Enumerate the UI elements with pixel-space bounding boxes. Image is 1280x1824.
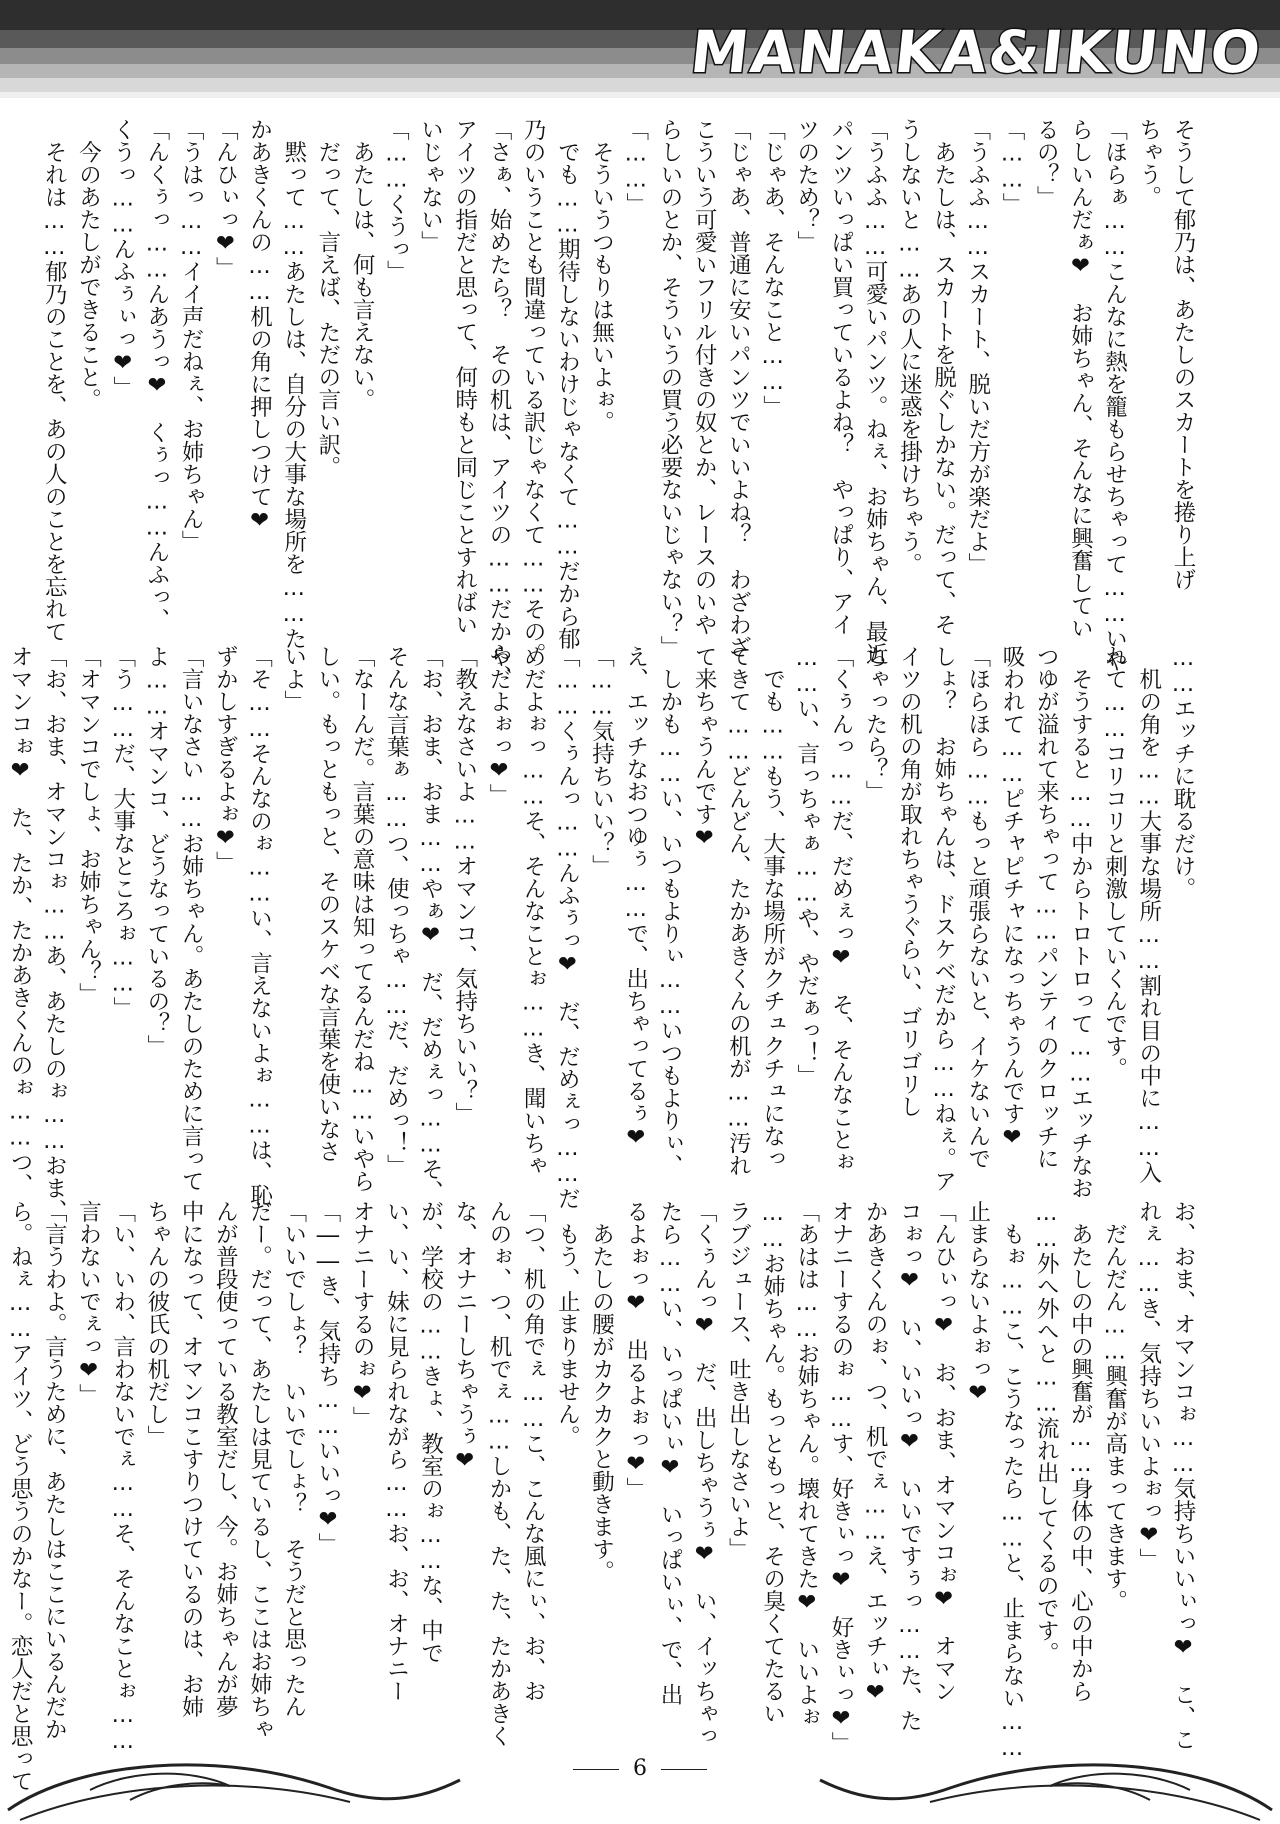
header-band bbox=[0, 0, 1280, 108]
divider bbox=[661, 1769, 707, 1770]
text-block-3 bbox=[7, 1200, 1200, 1792]
text-block-1 bbox=[41, 118, 1200, 688]
column-text: そうして郁乃は、あたしのスカートを捲り上げ ちゃう。 「ほらぁ……こんなに熱を籠もらせちゃって……いや らしいんだぁ❤ お姉ちゃん、そんなに興奮してい るの？」 「……」 「うふふ……スカート、脱いだ方が楽だよ」 あたしは、スカートを脱ぐしかない。だって、そ うしないと……あの人に迷惑を掛けちゃう。 「うふふ……可愛いパンツ。ねぇ、お姉ちゃん、最近 パンツいっぱい買っているよね？ やっぱり、アイ ツのため？」 「じゃあ、そんなこと……」 「じゃあ、普通に安いパンツでいいよね？ わざわざ こういう可愛いフリル付きの奴とか、レースのいや らしいのとか、そういうの買う必要ないじゃない？」 「……」 そういうつもりは無いよぉ。 でも……期待しないわけじゃなくて……だから郁 乃のいうことも間違っている訳じゃなくて……その。 「さぁ、始めたら？ その机は、アイツの……だから、 アイツの指だと思って、何時もと同じことすればい いじゃない」 「……くうっ」 あたしは、何も言えない。 だって、言えば、ただの言い訳。 黙って……あたしは、自分の大事な場所を……た かあきくんの……机の角に押しつけて❤ 「んひぃっ❤」 「うはっ……イイ声だねぇ、お姉ちゃん」 「んくぅっ……んあうっ❤ くぅっ……んふっ、 くうっ……んふぅぃっ❤」 今のあたしができること。 それは……郁乃のことを、あの人のことを忘れて bbox=[41, 118, 1196, 688]
column-text: ……エッチに耽るだけ。 机の角を……大事な場所……割れ目の中に……入 れて……コリコリと刺激していくんです。 そうすると……中からトロトロって……エッチなお つゆが溢れて来ちゃって……パンティのクロッチに 吸われて……ピチャピチャになっちゃうんです❤ 「ほらほら……もっと頑張らないと、イケないんで しょ？ お姉ちゃんは、ドスケベだから……ねぇ。ア イツの机の角が取れちゃうぐらい、ゴリゴリし ちゃったら？」 「くぅんっ……だ、だめぇっ❤ そ、そんなことぉ ……い、言っちゃぁ……や、やだぁっ！」 でも……もう、大事な場所がクチュクチュになっ てきて……どんどん、たかあきくんの机が……汚れ て来ちゃうんです❤ しかも……い、いつもよりぃ……いつもよりぃ、 え、エッチなおつゆぅ……で、出ちゃってるぅ❤ 「……気持ちいい？」 「……くぅんっ……んふぅっ❤ だ、だめぇっ……だ めだよぉっ……そ、そんなことぉ……き、聞いちゃ やだよぉっ❤」 「教えなさいよ……オマンコ、気持ちいい？」 「お、おま、おま……やぁ❤ だ、だめぇっ……そ、 そんな言葉ぁ……つ、使っちゃ……だ、だめっ！」 「なーんだ。言葉の意味は知ってるんだね……いやら しい。もっともっと、そのスケベな言葉を使いなさ いよ」 「そ……そんなのぉ……い、言えないよぉ……は、恥 ずかしすぎるよぉ❤」 「言いなさい……お姉ちゃん。あたしのために言って よ……オマンコ、どうなっているの？」 「う……だ、大事なところぉ……」 「オマンコでしょ、お姉ちゃん？」 「お、おま、オマンコぉ……あ、あたしのぉ……おま、 オマンコぉ❤ た、たか、たかあきくんのぉ……つ、 bbox=[7, 645, 1196, 1222]
page-number-text: 6 bbox=[633, 1756, 647, 1781]
header-title: MANAKA&IKUNO bbox=[687, 18, 1266, 86]
page-number bbox=[0, 1756, 1280, 1781]
column-text: お、おま、オマンコぉ……気持ちいいぃっ❤ こ、こ れぇ……き、気持ちいいよぉっ❤」 だんだん……興奮が高まってきます。 あたしの中の興奮が……身体の中、心の中から ……外へ外へと……流れ出してくるのです。 もぉ……こ、こうなったら……と、止まらない…… 止まらないよぉっ❤ 「んひぃっ❤ お、おま、オマンコぉ❤ オマン コぉっ❤ い、いいっ❤ いいですぅっ……た、た かあきくんのぉ、つ、机でぇ……え、エッチぃ❤ オナニーするのぉ……す、好きぃっ❤ 好きぃっ❤」 「あはは……お姉ちゃん。壊れてきた❤ いいよぉ ……お姉ちゃん。もっともっと、その臭くてたるい ラブジュース、吐き出しなさいよ」 「くぅんっ❤ だ、出しちゃうぅ❤ い、イッちゃっ たら……い、いっぱいぃ❤ いっぱいぃ、で、出 るよぉっ❤ 出るよぉっ❤」 あたしの腰がカクカクと動きます。 もう、止まりません。 「つ、机の角でぇ……こ、こんな風にぃ、お、お んのぉ、つ、机でぇ……しかも、た、た、たかあきく な、オナニーしちゃうぅ❤ が、学校の……きょ、教室のぉ……な、中で い、い、妹に見られながら……お、お、オナニー オナニーするのぉ❤」 「――き、気持ち……いいっ❤」 「いいでしょ？ いいでしょ？ そうだと思ったん だー。だって、あたしは見ているし、ここはお姉ちゃ んが普段使っている教室だし、今。お姉ちゃんが夢 中になって、オマンコこすりつけているのは、お姉 ちゃんの彼氏の机だし」 「い、いわ、言わないでぇ……そ、そんなことぉ…… 言わないでぇっ❤」 「言うわよ。言うために、あたしはここにいるんだか ら。ねぇ……アイツ、どう思うのかなー。恋人だと思って bbox=[7, 1200, 1196, 1792]
footer-ornament bbox=[0, 1740, 1280, 1824]
divider bbox=[573, 1769, 619, 1770]
text-block-2 bbox=[7, 645, 1200, 1222]
